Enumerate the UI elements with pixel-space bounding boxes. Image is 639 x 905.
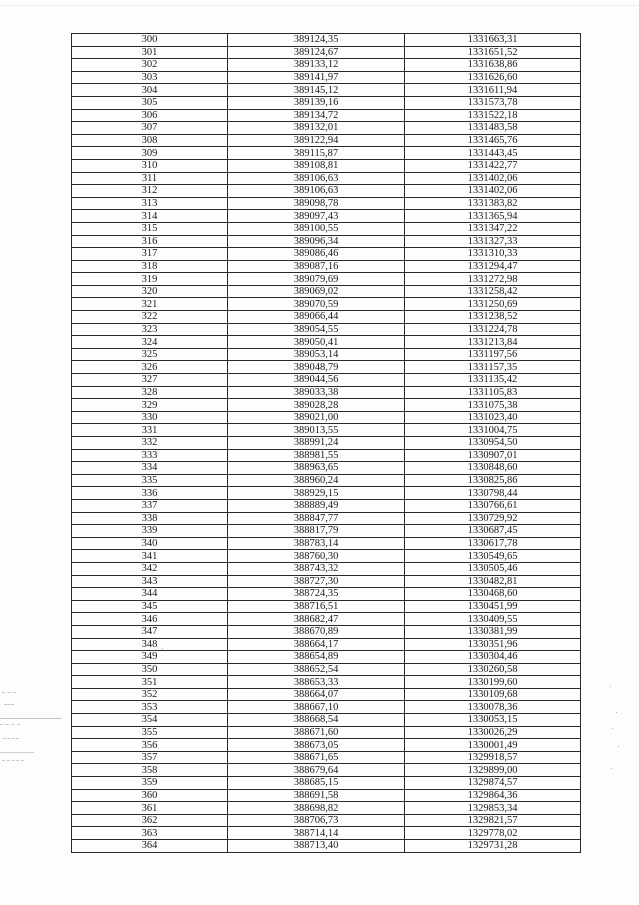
y-coordinate-cell: 1330381,99: [405, 625, 581, 638]
point-number-cell: 347: [72, 625, 228, 638]
table-row: [72, 739, 581, 752]
point-number-cell: 336: [72, 487, 228, 500]
x-coordinate-cell: 388991,24: [228, 437, 405, 450]
table-row: [72, 575, 581, 588]
x-coordinate-cell: 389097,43: [228, 210, 405, 223]
point-number-cell: 331: [72, 424, 228, 437]
y-coordinate-cell: 1329874,57: [405, 777, 581, 790]
table-row: [72, 562, 581, 575]
x-coordinate-cell: 388706,73: [228, 814, 405, 827]
x-coordinate-cell: 389133,12: [228, 59, 405, 72]
y-coordinate-cell: 1331250,69: [405, 298, 581, 311]
table-row: [72, 676, 581, 689]
point-number-cell: 303: [72, 71, 228, 84]
y-coordinate-cell: 1331383,82: [405, 197, 581, 210]
point-number-cell: 353: [72, 701, 228, 714]
table-row: [72, 537, 581, 550]
y-coordinate-cell: 1330907,01: [405, 449, 581, 462]
point-number-cell: 346: [72, 613, 228, 626]
table-row: [72, 172, 581, 185]
y-coordinate-cell: 1330078,36: [405, 701, 581, 714]
x-coordinate-cell: 389087,16: [228, 260, 405, 273]
y-coordinate-cell: 1329853,34: [405, 802, 581, 815]
x-coordinate-cell: 388716,51: [228, 600, 405, 613]
table-row: [72, 159, 581, 172]
scan-artifact: [162, 648, 163, 649]
x-coordinate-cell: 388671,65: [228, 751, 405, 764]
table-row: [72, 613, 581, 626]
table-row: [72, 701, 581, 714]
y-coordinate-cell: 1331135,42: [405, 374, 581, 387]
table-row: [72, 449, 581, 462]
table-row: [72, 437, 581, 450]
point-number-cell: 302: [72, 59, 228, 72]
scan-artifact: [2, 760, 24, 762]
point-number-cell: 326: [72, 361, 228, 374]
x-coordinate-cell: 389106,63: [228, 185, 405, 198]
y-coordinate-cell: 1331611,94: [405, 84, 581, 97]
x-coordinate-cell: 389079,69: [228, 273, 405, 286]
table-row: [72, 714, 581, 727]
x-coordinate-cell: 389134,72: [228, 109, 405, 122]
y-coordinate-cell: 1331272,98: [405, 273, 581, 286]
point-number-cell: 328: [72, 386, 228, 399]
point-number-cell: 327: [72, 374, 228, 387]
x-coordinate-cell: 389050,41: [228, 336, 405, 349]
y-coordinate-cell: 1331522,18: [405, 109, 581, 122]
point-number-cell: 335: [72, 474, 228, 487]
x-coordinate-cell: 389053,14: [228, 348, 405, 361]
y-coordinate-cell: 1331573,78: [405, 96, 581, 109]
table-row: [72, 802, 581, 815]
scan-top-edge: [0, 5, 639, 6]
table-row: [72, 525, 581, 538]
point-number-cell: 344: [72, 588, 228, 601]
point-number-cell: 343: [72, 575, 228, 588]
table-row: [72, 512, 581, 525]
x-coordinate-cell: 389044,56: [228, 374, 405, 387]
y-coordinate-cell: 1330351,96: [405, 638, 581, 651]
table-row: [72, 789, 581, 802]
x-coordinate-cell: 388889,49: [228, 499, 405, 512]
table-row: [72, 46, 581, 59]
x-coordinate-cell: 388654,89: [228, 651, 405, 664]
x-coordinate-cell: 388724,35: [228, 588, 405, 601]
table-row: [72, 235, 581, 248]
x-coordinate-cell: 388652,54: [228, 663, 405, 676]
y-coordinate-cell: 1331004,75: [405, 424, 581, 437]
scan-artifact: [0, 718, 62, 719]
y-coordinate-cell: 1330549,65: [405, 550, 581, 563]
scan-artifact: [0, 724, 20, 726]
point-number-cell: 301: [72, 46, 228, 59]
point-number-cell: 330: [72, 411, 228, 424]
y-coordinate-cell: 1331197,56: [405, 348, 581, 361]
point-number-cell: 345: [72, 600, 228, 613]
table-row: [72, 34, 581, 47]
point-number-cell: 340: [72, 537, 228, 550]
table-row: [72, 96, 581, 109]
point-number-cell: 352: [72, 688, 228, 701]
point-number-cell: 324: [72, 336, 228, 349]
point-number-cell: 313: [72, 197, 228, 210]
x-coordinate-cell: 389100,55: [228, 222, 405, 235]
y-coordinate-cell: 1330848,60: [405, 462, 581, 475]
y-coordinate-cell: 1329778,02: [405, 827, 581, 840]
x-coordinate-cell: 389070,59: [228, 298, 405, 311]
table-row: [72, 663, 581, 676]
x-coordinate-cell: 389054,55: [228, 323, 405, 336]
table-row: [72, 285, 581, 298]
point-number-cell: 306: [72, 109, 228, 122]
y-coordinate-cell: 1329899,00: [405, 764, 581, 777]
x-coordinate-cell: 388760,30: [228, 550, 405, 563]
table-row: [72, 336, 581, 349]
y-coordinate-cell: 1331651,52: [405, 46, 581, 59]
table-row: [72, 462, 581, 475]
table-row: [72, 248, 581, 261]
table-row: [72, 827, 581, 840]
x-coordinate-cell: 389066,44: [228, 311, 405, 324]
scan-artifact: [618, 746, 619, 747]
table-row: [72, 588, 581, 601]
y-coordinate-cell: 1331327,33: [405, 235, 581, 248]
y-coordinate-cell: 1331422,77: [405, 159, 581, 172]
x-coordinate-cell: 388981,55: [228, 449, 405, 462]
table-row: [72, 726, 581, 739]
x-coordinate-cell: 388783,14: [228, 537, 405, 550]
table-row: [72, 109, 581, 122]
x-coordinate-cell: 388670,89: [228, 625, 405, 638]
point-number-cell: 314: [72, 210, 228, 223]
point-number-cell: 322: [72, 311, 228, 324]
point-number-cell: 342: [72, 562, 228, 575]
point-number-cell: 305: [72, 96, 228, 109]
table-row: [72, 273, 581, 286]
table-row: [72, 374, 581, 387]
y-coordinate-cell: 1331310,33: [405, 248, 581, 261]
y-coordinate-cell: 1330451,99: [405, 600, 581, 613]
y-coordinate-cell: 1330766,61: [405, 499, 581, 512]
table-row: [72, 122, 581, 135]
x-coordinate-cell: 389033,38: [228, 386, 405, 399]
scan-artifact: [0, 752, 34, 753]
x-coordinate-cell: 388668,54: [228, 714, 405, 727]
point-number-cell: 304: [72, 84, 228, 97]
x-coordinate-cell: 388698,82: [228, 802, 405, 815]
scan-artifact: [612, 728, 613, 729]
x-coordinate-cell: 388714,14: [228, 827, 405, 840]
x-coordinate-cell: 389086,46: [228, 248, 405, 261]
y-coordinate-cell: 1331105,83: [405, 386, 581, 399]
table-row: [72, 399, 581, 412]
x-coordinate-cell: 388653,33: [228, 676, 405, 689]
x-coordinate-cell: 389108,81: [228, 159, 405, 172]
point-number-cell: 318: [72, 260, 228, 273]
table-row: [72, 147, 581, 160]
x-coordinate-cell: 388682,47: [228, 613, 405, 626]
point-number-cell: 319: [72, 273, 228, 286]
point-number-cell: 361: [72, 802, 228, 815]
coordinate-table: [71, 33, 581, 853]
point-number-cell: 312: [72, 185, 228, 198]
table-row: [72, 222, 581, 235]
point-number-cell: 309: [72, 147, 228, 160]
y-coordinate-cell: 1331157,35: [405, 361, 581, 374]
point-number-cell: 363: [72, 827, 228, 840]
table-row: [72, 840, 581, 853]
point-number-cell: 320: [72, 285, 228, 298]
point-number-cell: 349: [72, 651, 228, 664]
point-number-cell: 333: [72, 449, 228, 462]
table-row: [72, 59, 581, 72]
x-coordinate-cell: 388817,79: [228, 525, 405, 538]
table-row: [72, 298, 581, 311]
table-row: [72, 323, 581, 336]
y-coordinate-cell: 1330825,86: [405, 474, 581, 487]
table-row: [72, 651, 581, 664]
x-coordinate-cell: 389048,79: [228, 361, 405, 374]
x-coordinate-cell: 389124,35: [228, 34, 405, 47]
x-coordinate-cell: 388685,15: [228, 777, 405, 790]
table-row: [72, 361, 581, 374]
table-row: [72, 197, 581, 210]
x-coordinate-cell: 388673,05: [228, 739, 405, 752]
point-number-cell: 355: [72, 726, 228, 739]
point-number-cell: 334: [72, 462, 228, 475]
x-coordinate-cell: 388847,77: [228, 512, 405, 525]
table-row: [72, 474, 581, 487]
y-coordinate-cell: 1331347,22: [405, 222, 581, 235]
x-coordinate-cell: 389069,02: [228, 285, 405, 298]
point-number-cell: 311: [72, 172, 228, 185]
y-coordinate-cell: 1329864,36: [405, 789, 581, 802]
point-number-cell: 358: [72, 764, 228, 777]
y-coordinate-cell: 1330687,45: [405, 525, 581, 538]
y-coordinate-cell: 1331294,47: [405, 260, 581, 273]
x-coordinate-cell: 389145,12: [228, 84, 405, 97]
y-coordinate-cell: 1331023,40: [405, 411, 581, 424]
table-row: [72, 625, 581, 638]
table-row: [72, 311, 581, 324]
y-coordinate-cell: 1331465,76: [405, 134, 581, 147]
point-number-cell: 351: [72, 676, 228, 689]
table-row: [72, 814, 581, 827]
x-coordinate-cell: 388727,30: [228, 575, 405, 588]
table-row: [72, 600, 581, 613]
table-row: [72, 487, 581, 500]
x-coordinate-cell: 389124,67: [228, 46, 405, 59]
x-coordinate-cell: 388664,17: [228, 638, 405, 651]
y-coordinate-cell: 1331638,86: [405, 59, 581, 72]
y-coordinate-cell: 1331213,84: [405, 336, 581, 349]
x-coordinate-cell: 389013,55: [228, 424, 405, 437]
y-coordinate-cell: 1330617,78: [405, 537, 581, 550]
y-coordinate-cell: 1331626,60: [405, 71, 581, 84]
table-row: [72, 751, 581, 764]
point-number-cell: 362: [72, 814, 228, 827]
scan-artifact: [616, 712, 617, 713]
point-number-cell: 337: [72, 499, 228, 512]
y-coordinate-cell: 1331483,58: [405, 122, 581, 135]
scan-artifact: [611, 768, 612, 769]
point-number-cell: 315: [72, 222, 228, 235]
table-row: [72, 71, 581, 84]
x-coordinate-cell: 389139,16: [228, 96, 405, 109]
x-coordinate-cell: 388667,10: [228, 701, 405, 714]
point-number-cell: 341: [72, 550, 228, 563]
point-number-cell: 354: [72, 714, 228, 727]
table-row: [72, 638, 581, 651]
table-row: [72, 764, 581, 777]
y-coordinate-cell: 1330001,49: [405, 739, 581, 752]
y-coordinate-cell: 1331443,45: [405, 147, 581, 160]
table-row: [72, 550, 581, 563]
table-row: [72, 499, 581, 512]
point-number-cell: 332: [72, 437, 228, 450]
table-row: [72, 210, 581, 223]
y-coordinate-cell: 1331224,78: [405, 323, 581, 336]
point-number-cell: 339: [72, 525, 228, 538]
x-coordinate-cell: 389115,87: [228, 147, 405, 160]
x-coordinate-cell: 389028,28: [228, 399, 405, 412]
y-coordinate-cell: 1329918,57: [405, 751, 581, 764]
y-coordinate-cell: 1330199,60: [405, 676, 581, 689]
y-coordinate-cell: 1330053,15: [405, 714, 581, 727]
table-row: [72, 777, 581, 790]
x-coordinate-cell: 389122,94: [228, 134, 405, 147]
scan-artifact: [610, 686, 611, 687]
point-number-cell: 316: [72, 235, 228, 248]
table-row: [72, 386, 581, 399]
x-coordinate-cell: 388963,65: [228, 462, 405, 475]
x-coordinate-cell: 388671,60: [228, 726, 405, 739]
table-row: [72, 185, 581, 198]
table-row: [72, 260, 581, 273]
point-number-cell: 359: [72, 777, 228, 790]
point-number-cell: 308: [72, 134, 228, 147]
x-coordinate-cell: 389106,63: [228, 172, 405, 185]
point-number-cell: 364: [72, 840, 228, 853]
x-coordinate-cell: 389098,78: [228, 197, 405, 210]
point-number-cell: 338: [72, 512, 228, 525]
point-number-cell: 357: [72, 751, 228, 764]
y-coordinate-cell: 1330482,81: [405, 575, 581, 588]
point-number-cell: 300: [72, 34, 228, 47]
y-coordinate-cell: 1330409,55: [405, 613, 581, 626]
scan-artifact: [3, 738, 19, 740]
scan-artifact: [2, 692, 16, 694]
point-number-cell: 356: [72, 739, 228, 752]
point-number-cell: 307: [72, 122, 228, 135]
coordinate-table-body: [72, 34, 581, 853]
y-coordinate-cell: 1330729,92: [405, 512, 581, 525]
y-coordinate-cell: 1330304,46: [405, 651, 581, 664]
y-coordinate-cell: 1329731,28: [405, 840, 581, 853]
point-number-cell: 323: [72, 323, 228, 336]
table-row: [72, 348, 581, 361]
x-coordinate-cell: 389096,34: [228, 235, 405, 248]
table-row: [72, 84, 581, 97]
y-coordinate-cell: 1331402,06: [405, 172, 581, 185]
y-coordinate-cell: 1330109,68: [405, 688, 581, 701]
y-coordinate-cell: 1331402,06: [405, 185, 581, 198]
point-number-cell: 325: [72, 348, 228, 361]
y-coordinate-cell: 1331663,31: [405, 34, 581, 47]
y-coordinate-cell: 1331075,38: [405, 399, 581, 412]
point-number-cell: 350: [72, 663, 228, 676]
x-coordinate-cell: 389132,01: [228, 122, 405, 135]
y-coordinate-cell: 1330798,44: [405, 487, 581, 500]
table-row: [72, 134, 581, 147]
x-coordinate-cell: 388679,64: [228, 764, 405, 777]
table-row: [72, 688, 581, 701]
y-coordinate-cell: 1330260,58: [405, 663, 581, 676]
y-coordinate-cell: 1330505,46: [405, 562, 581, 575]
x-coordinate-cell: 388960,24: [228, 474, 405, 487]
y-coordinate-cell: 1331238,52: [405, 311, 581, 324]
point-number-cell: 317: [72, 248, 228, 261]
x-coordinate-cell: 389021,00: [228, 411, 405, 424]
y-coordinate-cell: 1330026,29: [405, 726, 581, 739]
x-coordinate-cell: 389141,97: [228, 71, 405, 84]
x-coordinate-cell: 388713,40: [228, 840, 405, 853]
x-coordinate-cell: 388929,15: [228, 487, 405, 500]
table-row: [72, 424, 581, 437]
scan-artifact: [4, 704, 14, 706]
point-number-cell: 310: [72, 159, 228, 172]
x-coordinate-cell: 388691,58: [228, 789, 405, 802]
point-number-cell: 329: [72, 399, 228, 412]
y-coordinate-cell: 1330468,60: [405, 588, 581, 601]
table-row: [72, 411, 581, 424]
point-number-cell: 321: [72, 298, 228, 311]
x-coordinate-cell: 388664,07: [228, 688, 405, 701]
y-coordinate-cell: 1331258,42: [405, 285, 581, 298]
y-coordinate-cell: 1329821,57: [405, 814, 581, 827]
y-coordinate-cell: 1331365,94: [405, 210, 581, 223]
point-number-cell: 360: [72, 789, 228, 802]
point-number-cell: 348: [72, 638, 228, 651]
x-coordinate-cell: 388743,32: [228, 562, 405, 575]
y-coordinate-cell: 1330954,50: [405, 437, 581, 450]
